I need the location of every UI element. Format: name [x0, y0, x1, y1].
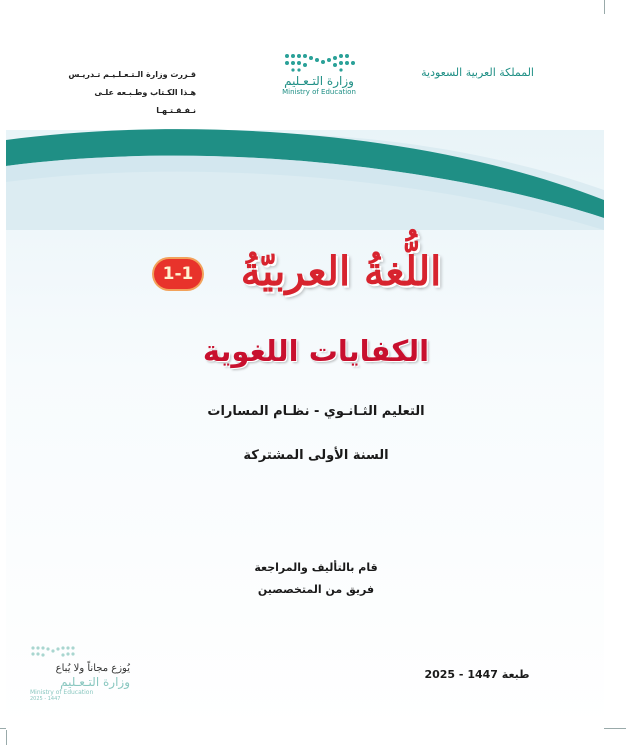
book-subtitle: الكفايات اللغوية	[202, 334, 430, 368]
free-distribution-label: يُوزع مجاناً ولا يُباع	[55, 663, 130, 674]
edition-label: طبعة 1447 - 2025	[424, 668, 530, 681]
volume-badge: 1-1	[154, 259, 202, 289]
credits	[176, 557, 456, 601]
trim-mark-left	[6, 730, 7, 745]
ministry-name-en: Ministry of Education	[282, 88, 356, 96]
footer-ministry-logo	[30, 644, 130, 702]
footer-ministry-name-ar: وزارة التـعـليم	[60, 675, 130, 689]
education-stage: التعليم الثـانـوي - نظـام المسارات	[207, 404, 425, 419]
book-cover	[6, 0, 604, 730]
approval-line-1: قـررت وزارة الـتـعـلـيـم تـدريـس	[68, 70, 196, 79]
credits-line-2: فريق من المتخصصين	[257, 583, 375, 596]
ministry-dots-icon	[283, 52, 355, 72]
credits-line-1: قام بالتأليف والمراجعة	[254, 561, 378, 574]
footer-year: 2025 - 1447	[30, 696, 61, 702]
ministry-logo	[274, 52, 364, 96]
approval-statement	[56, 66, 196, 120]
ministry-name-ar: وزارة التـعـليم	[284, 74, 354, 88]
book-title: اللُّغةُ العربيّةُ	[240, 248, 442, 295]
trim-mark-right	[604, 728, 626, 729]
footer-dots-icon	[30, 645, 78, 659]
school-year: السنة الأولى المشتركة	[243, 448, 389, 463]
footer-ministry-name-en: Ministry of Education	[30, 689, 94, 696]
approval-line-2: هـذا الكـتاب وطـبـعه علـى نـفـقـتـهـا	[94, 88, 196, 115]
trim-mark-top	[604, 0, 605, 14]
teal-wave	[6, 120, 604, 230]
kingdom-label: المملكة العربية السعودية	[421, 66, 534, 79]
